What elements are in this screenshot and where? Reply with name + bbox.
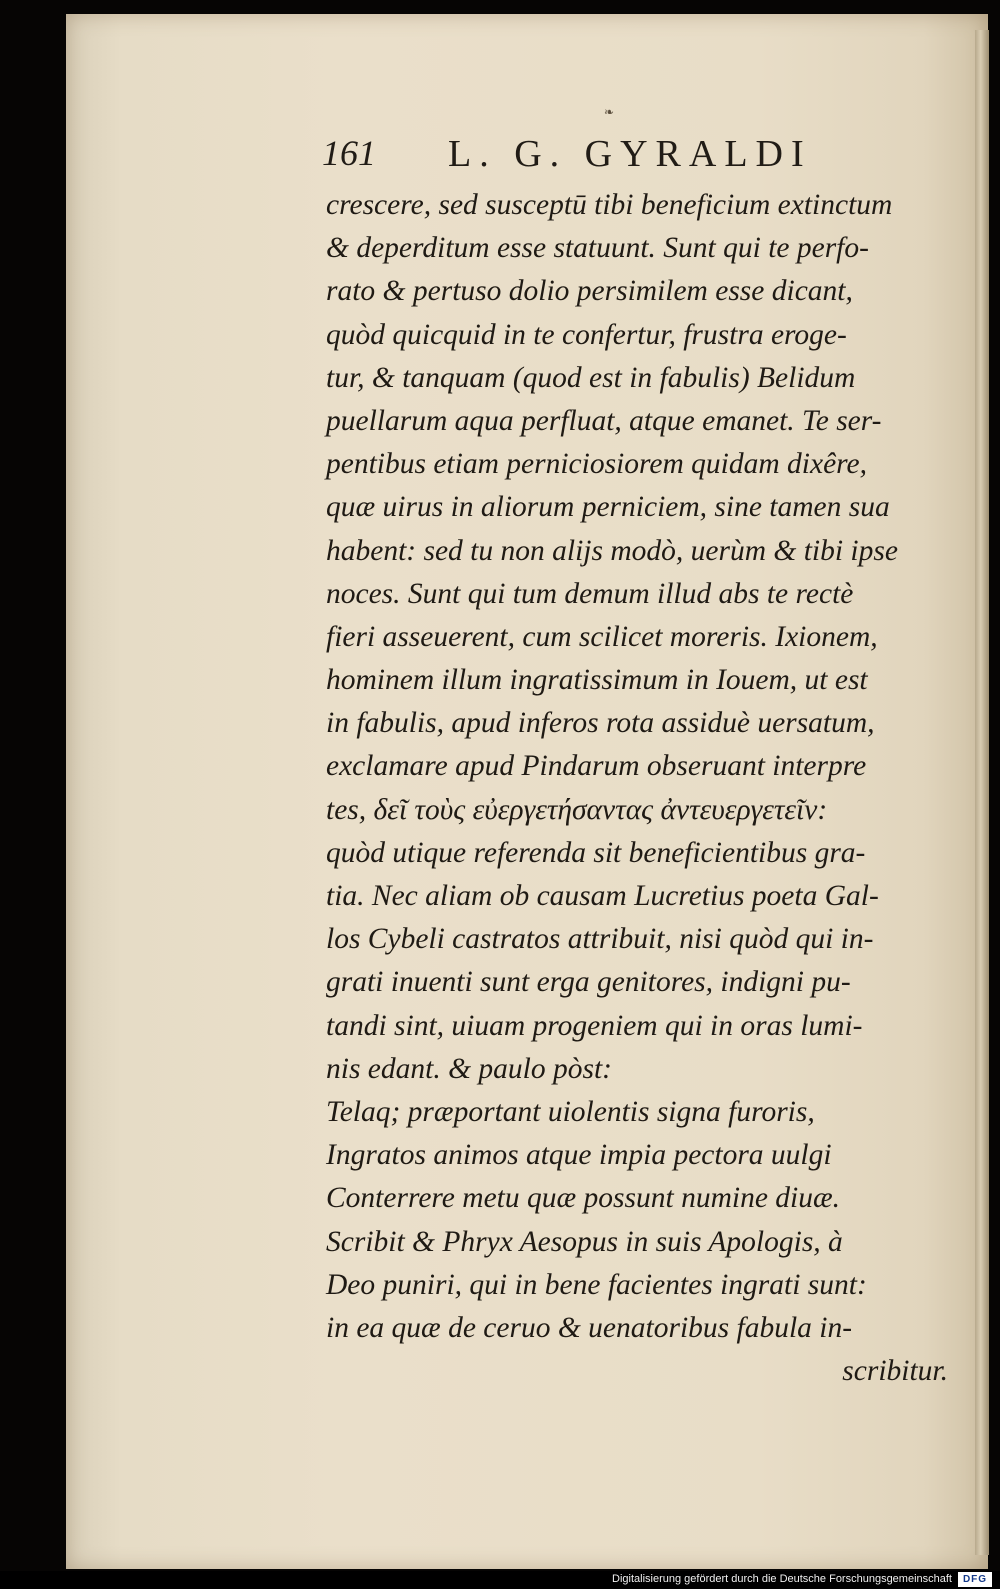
text-line: crescere, sed susceptū tibi beneficium extinctum	[326, 189, 893, 221]
text-line: in ea quæ de ceruo & uenatoribus fabula in-	[326, 1311, 853, 1344]
page-edge	[975, 30, 989, 1555]
running-title: L. G. GYRALDI	[448, 133, 812, 175]
funding-credit: Digitalisierung gefördert durch die Deutsche Forschungsgemeinschaft	[612, 1573, 952, 1585]
text-line: Scribit & Phryx Aesopus in suis Apologis, à	[326, 1225, 843, 1258]
text-line: nis edant. & paulo pòst:	[326, 1052, 612, 1085]
verse-line: Telaq; præportant uiolentis signa furoris,	[326, 1095, 815, 1128]
text-line: exclamare apud Pindarum obseruant interpre	[326, 750, 867, 783]
text-line: quòd quicquid in te confertur, frustra eroge-	[326, 318, 847, 351]
digitization-footer	[0, 1571, 1000, 1589]
dfg-logo: DFG	[958, 1572, 992, 1587]
page-number: 161	[322, 133, 376, 173]
text-line: hominem illum ingratissimum in Iouem, ut est	[326, 664, 868, 697]
body-text	[326, 184, 966, 1393]
verse-line: Ingratos animos atque impia pectora uulgi	[326, 1139, 832, 1172]
ornament-mark: ❧	[604, 105, 615, 119]
text-line: tandi sint, uiuam progeniem qui in oras lumi-	[326, 1009, 863, 1042]
text-line: los Cybeli castratos attribuit, nisi quòd qui in-	[326, 923, 874, 956]
text-line: rato & pertuso dolio persimilem esse dicant,	[326, 275, 853, 308]
page-header	[322, 132, 842, 178]
verse-line: Conterrere metu quæ possunt numine diuæ.	[326, 1182, 841, 1215]
text-line: grati inuenti sunt erga genitores, indigni pu-	[326, 966, 851, 999]
text-line: in fabulis, apud inferos rota assiduè uersatum,	[326, 707, 875, 740]
text-line: tur, & tanquam (quod est in fabulis) Belidum	[326, 361, 856, 394]
text-line: noces. Sunt qui tum demum illud abs te rectè	[326, 577, 854, 610]
greek-quote-line: tes, δεῖ τοὺς εὐεργετήσαντας ἀντευεργετεῖν:	[326, 793, 828, 826]
text-line: quòd utique referenda sit beneficientibus gra-	[326, 836, 866, 869]
text-line: pentibus etiam perniciosiorem quidam dixêre,	[326, 448, 868, 481]
text-line-last: scribitur.	[842, 1355, 948, 1388]
text-line: habent: sed tu non alijs modò, uerùm & tibi ipse	[326, 534, 898, 567]
text-line: fieri asseuerent, cum scilicet moreris. Ixionem,	[326, 620, 878, 653]
text-line: Deo puniri, qui in bene facientes ingrati sunt:	[326, 1268, 867, 1301]
text-line: puellarum aqua perfluat, atque emanet. Te ser-	[326, 404, 882, 437]
text-line: quæ uirus in aliorum perniciem, sine tamen sua	[326, 491, 890, 524]
text-line: & deperditum esse statuunt. Sunt qui te perfo-	[326, 232, 869, 265]
text-line: tia. Nec aliam ob causam Lucretius poeta Gal-	[326, 880, 879, 912]
